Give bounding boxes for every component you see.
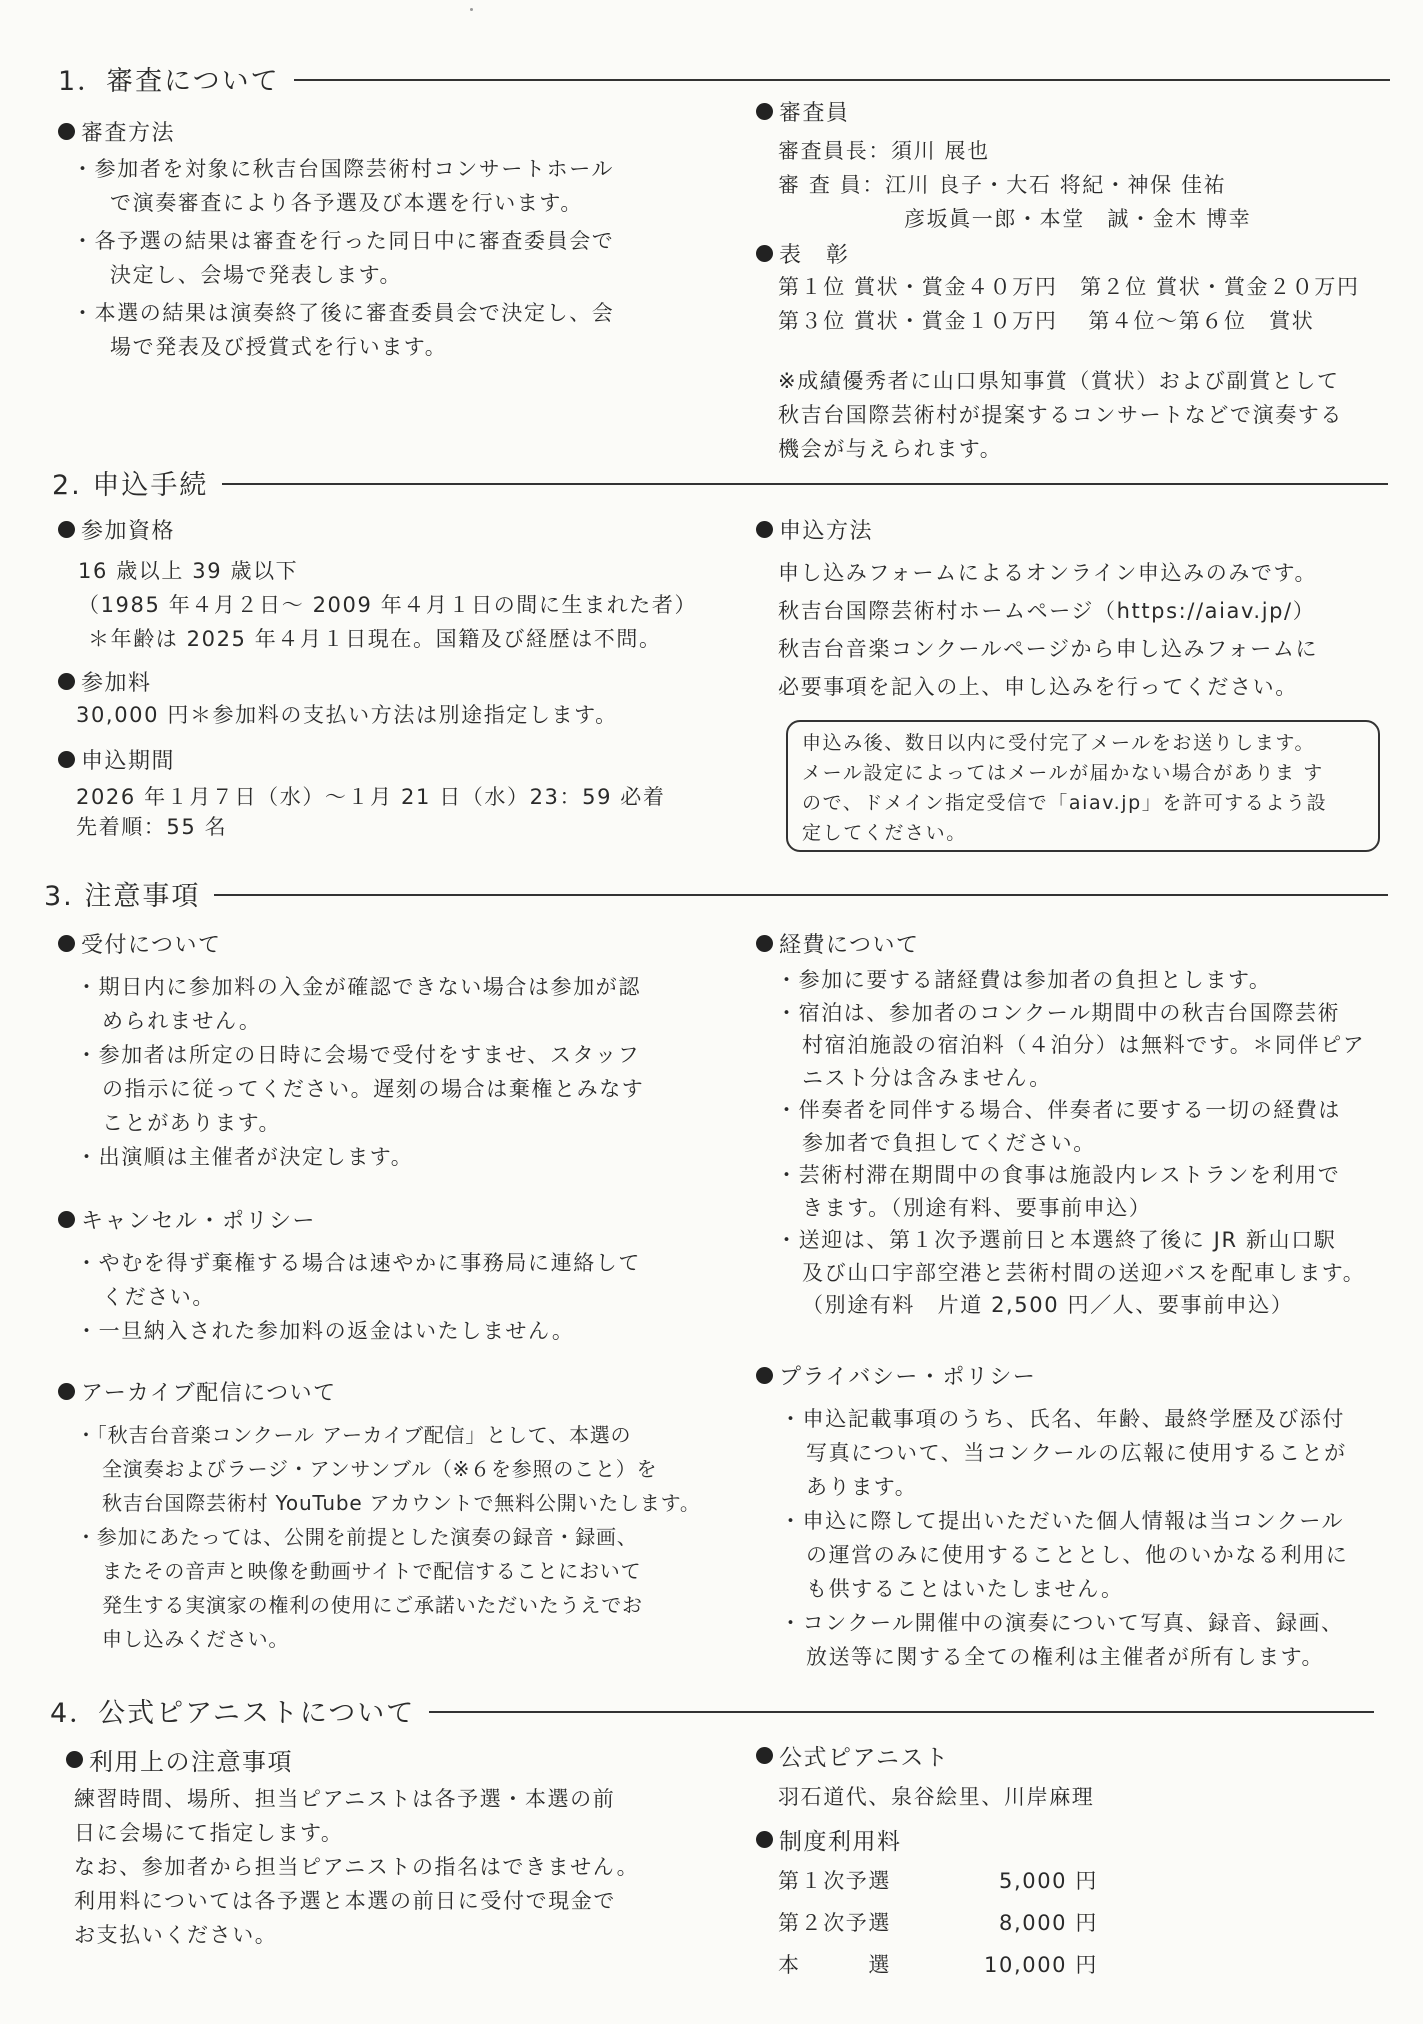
expenses-line: ニスト分は含みません。 bbox=[802, 1065, 1052, 1090]
privacy-policy-line: の運営のみに使用することとし、他のいかなる利用に bbox=[806, 1543, 1349, 1567]
usage-fee-label: 第１次予選 bbox=[778, 1869, 891, 1893]
privacy-policy-line: ・コンクール開催中の演奏について写真、録音、録画、 bbox=[780, 1611, 1344, 1635]
section-1-title: 1．審査について bbox=[58, 65, 280, 97]
expenses-item bbox=[776, 1094, 1406, 1159]
usage-fees-heading: 制度利用料 bbox=[756, 1822, 1376, 1856]
expenses-item bbox=[776, 964, 1406, 997]
pianist-usage-line-1: 練習時間、場所、担当ピアニストは各予選・本選の前 bbox=[74, 1787, 616, 1811]
privacy-policy-line: ・申込記載事項のうち、氏名、年齢、最終学歴及び添付 bbox=[780, 1407, 1345, 1431]
notice-line: ので、ドメイン指定受信で「aiav.jp」を許可するよう設 bbox=[802, 792, 1328, 814]
expenses-line: 参加者で負担してください。 bbox=[802, 1130, 1096, 1155]
cancel-policy-line: ・やむを得ず棄権する場合は速やかに事務局に連絡して bbox=[76, 1251, 641, 1275]
official-pianists-names: 羽石道代、泉谷絵里、川岸麻理 bbox=[778, 1785, 1095, 1809]
bullet-icon bbox=[756, 1367, 773, 1384]
expenses-line: 及び山口宇部空港と芸術村間の送迎バスを配車します。 bbox=[802, 1260, 1366, 1285]
review-method-line: 決定し、会場で発表します。 bbox=[110, 263, 403, 287]
application-method-url: 秋吉台国際芸術村ホームページ（https://aiav.jp/） bbox=[778, 599, 1316, 623]
expenses-line: ・参加に要する諸経費は参加者の負担とします。 bbox=[776, 968, 1272, 992]
period-dates: 2026 年１月７日（水）～１月 21 日（水）23：59 必着 bbox=[76, 785, 666, 809]
reception-heading: 受付について bbox=[58, 926, 748, 960]
expenses-list bbox=[756, 964, 1406, 1322]
expenses-item bbox=[776, 1159, 1406, 1224]
application-method-heading: 申込方法 bbox=[756, 512, 1396, 546]
archive-line: ・参加にあたっては、公開を前提とした演奏の録音・録画、 bbox=[76, 1525, 638, 1549]
review-method-line: ・本選の結果は演奏終了後に審査委員会で決定し、会 bbox=[72, 301, 615, 325]
archive-heading: アーカイブ配信について bbox=[58, 1374, 758, 1408]
bullet-icon bbox=[58, 751, 75, 768]
fee-amount: 30,000 円＊参加料の支払い方法は別途指定します。 bbox=[76, 703, 618, 727]
expenses-heading: 経費について bbox=[756, 926, 1406, 960]
section-3-heading bbox=[44, 873, 1388, 913]
section-4-heading bbox=[50, 1690, 1374, 1730]
expenses-item bbox=[776, 1224, 1406, 1322]
usage-fees-table bbox=[756, 1860, 1376, 1986]
notice-line: メール設定によってはメールが届かない場合がありま す bbox=[802, 762, 1324, 784]
eligibility-note: ＊年齢は 2025 年４月１日現在。国籍及び経歴は不問。 bbox=[88, 627, 662, 651]
archive-line: 発生する実演家の権利の使用にご承諾いただいたうえでお bbox=[102, 1593, 643, 1617]
privacy-policy-line: 写真について、当コンクールの広報に使用することが bbox=[806, 1441, 1347, 1465]
privacy-policy-line: 放送等に関する全ての権利は主催者が所有します。 bbox=[806, 1645, 1325, 1669]
pianist-usage-line-3: なお、参加者から担当ピアニストの指名はできません。 bbox=[74, 1855, 640, 1879]
archive-line: 秋吉台国際芸術村 YouTube アカウントで無料公開いたします。 bbox=[102, 1491, 701, 1515]
reception-item bbox=[76, 970, 748, 1038]
review-method-line: ・各予選の結果は審査を行った同日中に審査委員会で bbox=[72, 229, 615, 253]
bullet-icon bbox=[58, 1211, 75, 1228]
archive-line: またその音声と映像を動画サイトで配信することにおいて bbox=[102, 1559, 642, 1583]
cancel-policy-item bbox=[76, 1246, 748, 1314]
expenses bbox=[756, 926, 1406, 1322]
bullet-icon bbox=[58, 123, 75, 140]
period-heading: 申込期間 bbox=[58, 742, 738, 776]
email-notice-box bbox=[786, 720, 1380, 852]
bullet-icon bbox=[756, 1831, 773, 1848]
cancel-policy-list bbox=[58, 1246, 748, 1348]
expenses-line: ・送迎は、第１次予選前日と本選終了後に JR 新山口駅 bbox=[776, 1228, 1337, 1252]
pianist-usage-line-5: お支払いください。 bbox=[74, 1923, 278, 1947]
section-1-heading bbox=[58, 58, 1390, 98]
eligibility-birth: （1985 年４月２日～ 2009 年４月１日の間に生まれた者） bbox=[78, 593, 698, 617]
cancel-policy-item bbox=[76, 1314, 748, 1348]
cancel-policy-line: ・一旦納入された参加料の返金はいたしません。 bbox=[76, 1319, 575, 1343]
section-4-rule bbox=[429, 1711, 1374, 1713]
application-method bbox=[756, 512, 1396, 706]
reception-line: められません。 bbox=[102, 1009, 262, 1033]
eligibility-age: 16 歳以上 39 歳以下 bbox=[78, 559, 299, 583]
bullet-icon bbox=[756, 103, 773, 120]
judges-heading: 審査員 bbox=[756, 94, 1396, 128]
application-method-line-3: 秋吉台音楽コンクールページから申し込みフォームに bbox=[778, 637, 1319, 661]
notice-line: 申込み後、数日以内に受付完了メールをお送りします。 bbox=[802, 732, 1316, 754]
pianist-usage bbox=[66, 1742, 746, 1952]
privacy-policy-line: あります。 bbox=[806, 1475, 918, 1499]
notice-line: 定してください。 bbox=[802, 822, 967, 844]
privacy-policy-item bbox=[780, 1606, 1406, 1674]
review-method-line: 場で発表及び授賞式を行います。 bbox=[110, 335, 448, 359]
awards-note-3: 機会が与えられます。 bbox=[778, 437, 1003, 461]
review-method-line: で演奏審査により各予選及び本選を行います。 bbox=[110, 191, 583, 215]
reception-line: ・参加者は所定の日時に会場で受付をすませ、スタッフ bbox=[76, 1043, 641, 1067]
cancel-policy bbox=[58, 1202, 748, 1348]
reception bbox=[58, 926, 748, 1174]
scan-speck bbox=[470, 8, 473, 11]
review-method-line: ・参加者を対象に秋吉台国際芸術村コンサートホール bbox=[72, 157, 614, 181]
section-2-heading bbox=[52, 462, 1388, 502]
expenses-line: ・宿泊は、参加者のコンクール期間中の秋吉台国際芸術 bbox=[776, 1000, 1341, 1025]
usage-fee-amount: 10,000 円 bbox=[984, 1953, 1098, 1977]
bullet-icon bbox=[756, 245, 773, 262]
awards-line-1: 第１位 賞状・賞金４０万円 第２位 賞状・賞金２０万円 bbox=[778, 275, 1360, 299]
judges-chief: 審査員長：須川 展也 bbox=[778, 139, 990, 163]
section-2-title: 2. 申込手続 bbox=[52, 469, 209, 501]
official-pianists-heading: 公式ピアニスト bbox=[756, 1738, 1376, 1772]
expenses-item bbox=[776, 997, 1406, 1095]
judges-members-cont: 彦坂眞一郎・本堂 誠・金木 博幸 bbox=[904, 207, 1252, 231]
section-3-title: 3. 注意事項 bbox=[44, 880, 201, 912]
usage-fee-label: 本 選 bbox=[778, 1953, 891, 1977]
bullet-icon bbox=[58, 935, 75, 952]
expenses-line: （別途有料 片道 2,500 円／人、要事前申込） bbox=[802, 1293, 1294, 1317]
archive-list bbox=[58, 1418, 758, 1656]
judges bbox=[756, 94, 1396, 466]
review-method-heading: 審査方法 bbox=[58, 114, 738, 148]
awards-line-2: 第３位 賞状・賞金１０万円 第４位～第６位 賞状 bbox=[778, 309, 1315, 333]
usage-fee-row bbox=[778, 1944, 1376, 1986]
section-2-rule bbox=[222, 483, 1388, 485]
bullet-icon bbox=[756, 521, 773, 538]
bullet-icon bbox=[756, 1747, 773, 1764]
official-pianists bbox=[756, 1738, 1376, 1986]
reception-line: ことがあります。 bbox=[102, 1111, 282, 1135]
section-1-rule bbox=[294, 79, 1390, 81]
bullet-icon bbox=[58, 673, 75, 690]
archive-item bbox=[76, 1418, 758, 1520]
fee-heading: 参加料 bbox=[58, 664, 738, 698]
bullet-icon bbox=[58, 1383, 75, 1400]
privacy-policy-heading: プライバシー・ポリシー bbox=[756, 1358, 1406, 1392]
usage-fee-label: 第２次予選 bbox=[778, 1911, 891, 1935]
archive-line: 全演奏およびラージ・アンサンブル（※６を参照のこと）を bbox=[102, 1457, 658, 1481]
application-method-line-4: 必要事項を記入の上、申し込みを行ってください。 bbox=[778, 675, 1298, 699]
pianist-usage-line-2: 日に会場にて指定します。 bbox=[74, 1821, 344, 1845]
review-method-item bbox=[58, 152, 738, 220]
archive-line: ・「秋吉台音楽コンクール アーカイブ配信」として、本選の bbox=[76, 1423, 632, 1447]
privacy-policy-line: ・申込に際して提出いただいた個人情報は当コンクール bbox=[780, 1509, 1345, 1533]
usage-fee-amount: 8,000 円 bbox=[999, 1911, 1098, 1935]
privacy-policy-item bbox=[780, 1402, 1406, 1504]
awards-heading: 表 彰 bbox=[756, 236, 1396, 270]
cancel-policy-line: ください。 bbox=[102, 1285, 215, 1309]
usage-fee-row bbox=[778, 1902, 1376, 1944]
period-capacity: 先着順：55 名 bbox=[76, 815, 228, 839]
bullet-icon bbox=[58, 521, 75, 538]
eligibility-heading: 参加資格 bbox=[58, 512, 738, 546]
reception-line: ・出演順は主催者が決定します。 bbox=[76, 1145, 414, 1169]
privacy-policy-item bbox=[780, 1504, 1406, 1606]
privacy-policy-list bbox=[756, 1402, 1406, 1674]
review-method-item bbox=[58, 224, 738, 292]
review-method-item bbox=[58, 296, 738, 364]
archive bbox=[58, 1374, 758, 1656]
reception-line: の指示に従ってください。遅刻の場合は棄権とみなす bbox=[102, 1077, 645, 1101]
privacy-policy-line: も供することはいたしません。 bbox=[806, 1577, 1124, 1601]
reception-list bbox=[58, 970, 748, 1174]
eligibility bbox=[58, 512, 738, 842]
reception-item bbox=[76, 1038, 748, 1140]
archive-item bbox=[76, 1520, 758, 1656]
review-method-list bbox=[58, 152, 738, 364]
cancel-policy-heading: キャンセル・ポリシー bbox=[58, 1202, 748, 1236]
review-method bbox=[58, 114, 738, 368]
expenses-line: 村宿泊施設の宿泊料（４泊分）は無料です。＊同伴ピア bbox=[802, 1033, 1366, 1057]
pianist-usage-heading: 利用上の注意事項 bbox=[66, 1742, 746, 1776]
awards-note-1: ※成績優秀者に山口県知事賞（賞状）および副賞として bbox=[778, 369, 1340, 393]
awards-note-2: 秋吉台国際芸術村が提案するコンサートなどで演奏する bbox=[778, 403, 1343, 427]
usage-fee-amount: 5,000 円 bbox=[999, 1869, 1098, 1893]
reception-line: ・期日内に参加料の入金が確認できない場合は参加が認 bbox=[76, 975, 641, 999]
application-method-line-1: 申し込みフォームによるオンライン申込みのみです。 bbox=[778, 561, 1318, 585]
privacy-policy bbox=[756, 1358, 1406, 1674]
expenses-line: きます。（別途有料、要事前申込） bbox=[802, 1195, 1152, 1220]
judges-members: 審 査 員：江川 良子・大石 将紀・神保 佳祐 bbox=[778, 173, 1227, 197]
expenses-line: ・芸術村滞在期間中の食事は施設内レストランを利用で bbox=[776, 1163, 1341, 1187]
bullet-icon bbox=[66, 1751, 83, 1768]
pianist-usage-line-4: 利用料については各予選と本選の前日に受付で現金で bbox=[74, 1889, 616, 1913]
expenses-line: ・伴奏者を同伴する場合、伴奏者に要する一切の経費は bbox=[776, 1098, 1341, 1122]
reception-item bbox=[76, 1140, 748, 1174]
section-4-title: 4．公式ピアニストについて bbox=[50, 1697, 416, 1729]
usage-fee-row bbox=[778, 1860, 1376, 1902]
bullet-icon bbox=[756, 935, 773, 952]
archive-line: 申し込みください。 bbox=[102, 1627, 290, 1651]
section-3-rule bbox=[214, 894, 1388, 896]
